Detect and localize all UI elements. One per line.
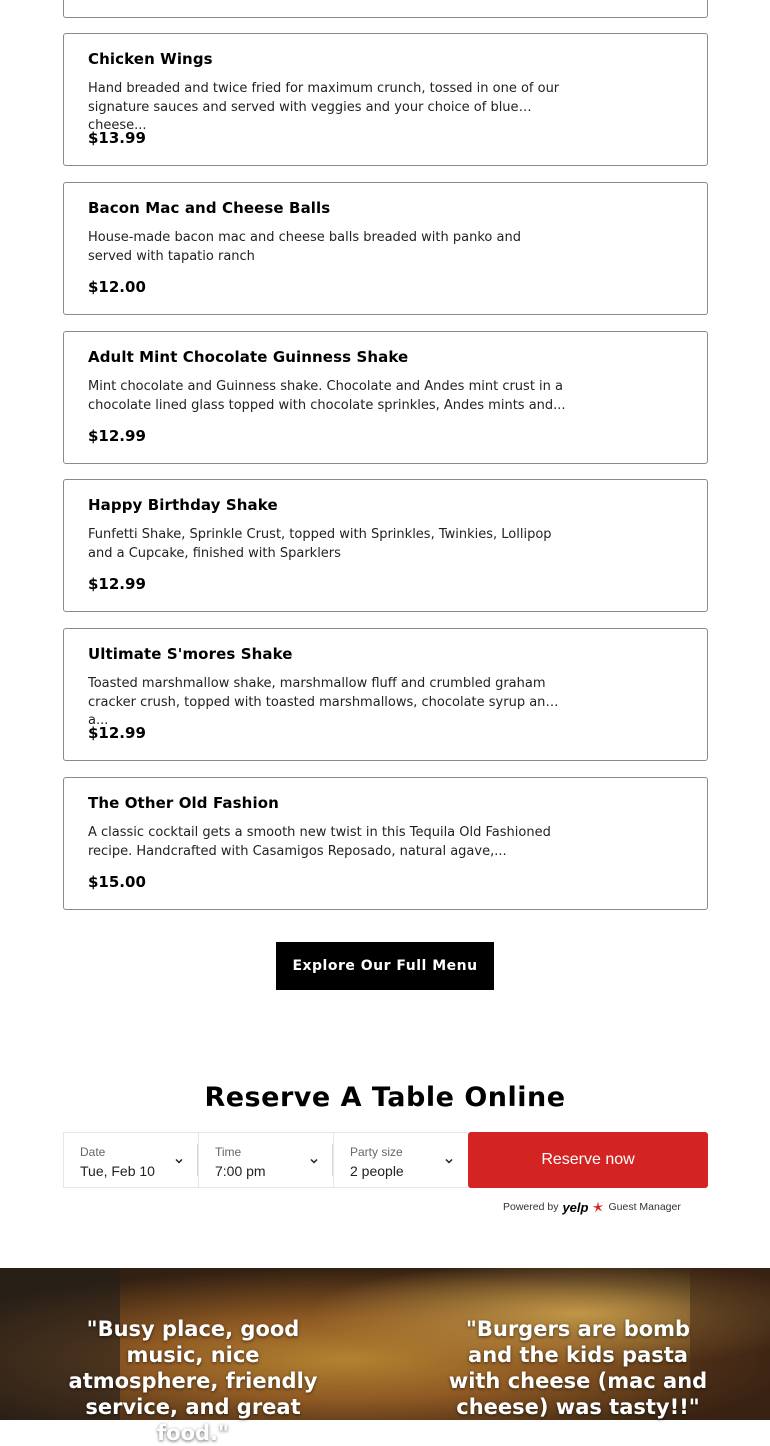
testimonial-quote: "Burgers are bomb and the kids pasta with cheese (mac and cheese) was tasty!!" xyxy=(448,1317,708,1419)
party-size-value: 2 people xyxy=(350,1163,404,1179)
menu-card[interactable] xyxy=(63,479,708,612)
menu-item-description: Hand breaded and twice fried for maximum crunch, tossed in one of our signature sauces and served with veggies and your choice of blue cheese... xyxy=(88,81,560,133)
time-value: 7:00 pm xyxy=(215,1163,266,1179)
powered-by-text: Powered by xyxy=(503,1201,559,1213)
yelp-logo: yelp xyxy=(562,1199,589,1215)
menu-item-name: Happy Birthday Shake xyxy=(88,496,278,514)
time-select[interactable] xyxy=(198,1132,333,1188)
chevron-down-icon xyxy=(444,1156,454,1166)
powered-by-yelp[interactable] xyxy=(503,1199,681,1215)
date-label: Date xyxy=(80,1145,106,1159)
chevron-down-icon xyxy=(309,1156,319,1166)
menu-item-name: Chicken Wings xyxy=(88,50,213,68)
testimonial-quote: "Busy place, good music, nice atmosphere, friendly service, and great food." xyxy=(68,1317,318,1445)
menu-item-description: Toasted marshmallow shake, marshmallow fluff and crumbled graham cracker crush, topped with toasted marshmallows, chocolate syrup and a... xyxy=(88,676,554,728)
menu-item-price: $12.00 xyxy=(88,278,146,296)
menu-item-description: Funfetti Shake, Sprinkle Crust, topped with Sprinkles, Twinkies, Lollipop and a Cupcake, finished with Sparklers xyxy=(88,527,552,561)
time-label: Time xyxy=(215,1145,242,1159)
menu-card[interactable] xyxy=(63,628,708,761)
menu-item-price: $15.00 xyxy=(88,873,146,891)
reserve-title: Reserve A Table Online xyxy=(204,1082,566,1113)
menu-card-previous[interactable] xyxy=(63,0,708,18)
yelp-burst-icon xyxy=(592,1201,604,1213)
party-size-select[interactable] xyxy=(333,1132,468,1188)
reserve-now-button[interactable]: Reserve now xyxy=(468,1132,708,1188)
reservation-widget xyxy=(63,1132,708,1188)
menu-item-name: Adult Mint Chocolate Guinness Shake xyxy=(88,348,409,366)
menu-item-price: $12.99 xyxy=(88,724,146,742)
menu-item-name: Bacon Mac and Cheese Balls xyxy=(88,199,331,217)
menu-item-description: Mint chocolate and Guinness shake. Chocolate and Andes mint crust in a chocolate lined glass topped with chocolate sprinkles, Andes mints and... xyxy=(88,379,566,413)
date-select[interactable] xyxy=(63,1132,198,1188)
chevron-down-icon xyxy=(174,1156,184,1166)
menu-item-description: A classic cocktail gets a smooth new twist in this Tequila Old Fashioned recipe. Handcrafted with Casamigos Reposado, natural agave,... xyxy=(88,825,551,859)
menu-card[interactable] xyxy=(63,33,708,166)
explore-menu-button[interactable]: Explore Our Full Menu xyxy=(276,942,494,990)
date-value: Tue, Feb 10 xyxy=(80,1163,155,1179)
guest-manager-text: Guest Manager xyxy=(608,1201,681,1213)
testimonial-hero xyxy=(0,1268,770,1445)
menu-item-price: $13.99 xyxy=(88,129,146,147)
menu-item-price: $12.99 xyxy=(88,427,146,445)
menu-item-price: $12.99 xyxy=(88,575,146,593)
menu-item-description: House-made bacon mac and cheese balls breaded with panko and served with tapatio ranch xyxy=(88,230,521,264)
menu-card[interactable] xyxy=(63,331,708,464)
party-size-label: Party size xyxy=(350,1145,403,1159)
menu-item-name: The Other Old Fashion xyxy=(88,794,279,812)
menu-item-name: Ultimate S'mores Shake xyxy=(88,645,293,663)
menu-card[interactable] xyxy=(63,182,708,315)
menu-card[interactable] xyxy=(63,777,708,910)
